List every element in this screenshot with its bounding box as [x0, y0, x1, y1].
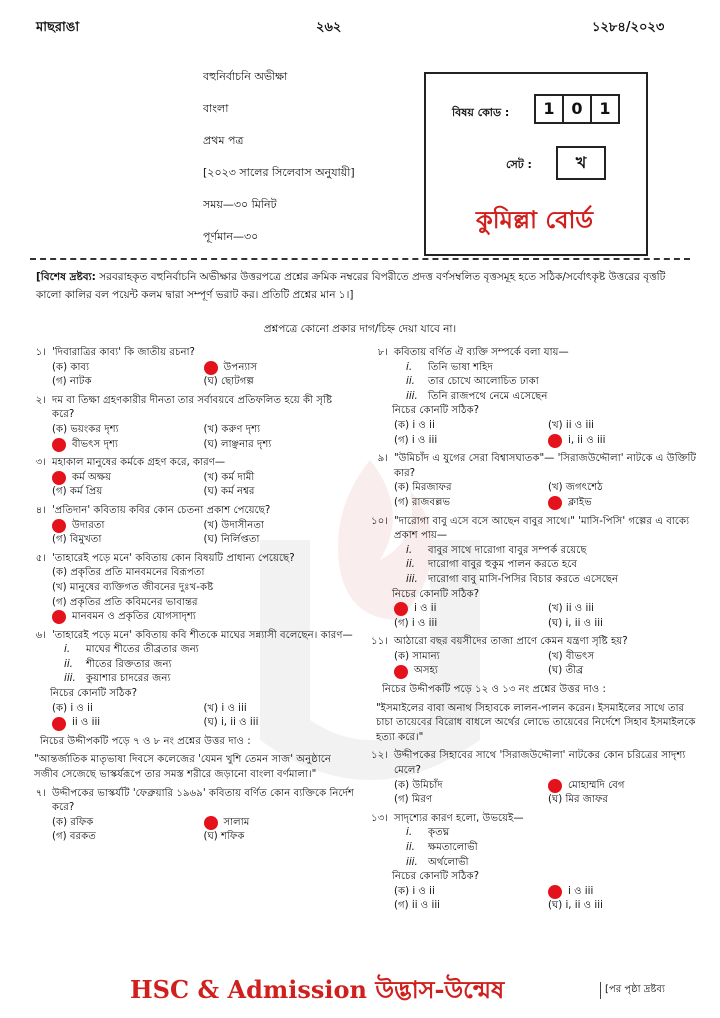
stimulus-instruction: নিচের উদ্দীপকটি পড়ে ১২ ও ১৩ নং প্রশ্নের উত্তর দাও :: [382, 684, 606, 696]
option: (ক) মিরজাফর: [394, 482, 452, 494]
option: (গ) নাটক: [52, 376, 92, 388]
question-number: ৮।: [377, 347, 388, 358]
option-correct: মোহাম্মদি বেগ: [548, 779, 702, 794]
question-4: [20, 504, 355, 548]
question-text: 'তাহারেই পড়ে মনে' কবিতায় কোন বিষয়টি প্রাধান্য পেয়েছে?: [52, 552, 295, 564]
option: (খ) ii ও iii: [548, 603, 595, 615]
question-number: ৭।: [35, 787, 46, 799]
statement: i. কৃতঘ্ন: [406, 827, 450, 839]
exam-paper: প্রথম পত্র: [203, 134, 244, 147]
option-correct: সালাম: [204, 816, 356, 831]
exam-syllabus: [২০২৩ সালের সিলেবাস অনুযায়ী]: [203, 166, 355, 179]
exam-type: বহুনির্বাচনি অভীক্ষা: [203, 70, 288, 83]
which-correct: নিচের কোনটি সঠিক?: [392, 871, 480, 883]
option-correct: বীভৎস দৃশ্য: [52, 438, 204, 453]
option-correct: উদারতা: [52, 519, 204, 534]
option-correct: মানবমন ও প্রকৃতির যোগসাদৃশ্য: [52, 610, 355, 625]
option-correct: i ও ii: [394, 602, 548, 617]
set-value: খ: [556, 146, 606, 180]
option: (ঘ) কর্ম নশ্বর: [203, 486, 255, 498]
question-text: 'তাহারেই পড়ে মনে' কবিতায় কবি শীতকে মাঘের সন্ন্যাসী বলেছেন। কারণ—: [52, 629, 353, 641]
answer-dot: [52, 519, 66, 533]
question-text: মহাকাল মানুষের কর্মকে গ্রহণ করে, কারণ—: [52, 457, 226, 469]
option: (গ) i ও iii: [394, 617, 438, 629]
option: (গ) মিরণ: [394, 794, 433, 806]
special-notice: [36, 268, 686, 304]
question-number: ১।: [35, 347, 46, 358]
next-page-note: [পর পৃষ্ঠা দ্রষ্টব্য: [600, 982, 665, 999]
answer-dot: [52, 717, 66, 731]
question-13: [362, 812, 702, 914]
option: (খ) মানুষের ব্যক্তিগত জীবনের দুঃখ-কষ্ট: [52, 581, 214, 593]
header-left: মাছরাঙা: [36, 20, 80, 35]
answer-dot: [548, 885, 562, 899]
question-11: [362, 635, 702, 679]
exam-time: সময়—৩০ মিনিট: [203, 198, 277, 211]
option: (ঘ) নির্লিপ্ততা: [203, 534, 260, 546]
answer-dot: [52, 438, 66, 452]
question-8: [362, 346, 702, 448]
statement: i. মাঘের শীতের তীব্রতার জন্য: [64, 644, 199, 656]
question-text: 'দিবারাত্রির কাব্য' কি জাতীয় রচনা?: [52, 347, 195, 358]
question-number: ২।: [35, 394, 46, 406]
question-number: ১২।: [371, 750, 388, 762]
exam-subject: বাংলা: [203, 102, 229, 115]
code-digit: 1: [590, 94, 620, 124]
option: (ক) রফিক: [52, 816, 94, 828]
stimulus-text: "আন্তর্জাতিক মাতৃভাষা দিবসে কলেজের 'যেমন খুশি তেমন সাজ' অনুষ্ঠানে সজীব সেজেছে ভাস্কর্যরূপে তার সমস্ত শরীরে জড়ানো বাংলা বর্ণমালা।": [34, 754, 331, 781]
statement: i. তিনি ভাষা শহিদ: [406, 361, 493, 373]
option: (ঘ) i, ii ও iii: [548, 617, 603, 629]
option: (খ) জগৎশেঠ: [548, 482, 603, 494]
question-6: [20, 629, 355, 731]
option: (গ) রাজবল্লভ: [394, 496, 451, 508]
option: (ক) ভয়ংকর দৃশ্য: [52, 423, 119, 435]
answer-dot: [52, 471, 66, 485]
option: (খ) উদাসীনতা: [203, 519, 264, 531]
question-12: [362, 749, 702, 807]
question-text: উদ্দীপকের ভাস্কর্যটি 'ফেব্রুয়ারি ১৯৬৯' কবিতায় বর্ণিত কোন ব্যক্তিকে নির্দেশ করে?: [52, 787, 354, 814]
divider: [30, 258, 690, 260]
option: (ক) কাব্য: [52, 361, 90, 373]
answer-dot: [394, 665, 408, 679]
statement: ii. তার চোখে আলোচিত ঢাকা: [406, 376, 539, 388]
option: (গ) বরকত: [52, 831, 96, 843]
which-correct: নিচের কোনটি সঠিক?: [50, 688, 138, 700]
option-correct: কর্ম অক্ষয়: [52, 471, 204, 486]
statement: ii. দারোগা বাবুর হুকুম পালন করতে হবে: [406, 559, 578, 571]
notice-warning: প্রশ্নপত্রে কোনো প্রকার দাগ/চিহ্ন দেয়া যাবে না।: [263, 323, 457, 335]
option-correct: ক্লাইভ: [548, 496, 702, 511]
code-digit: 1: [534, 94, 564, 124]
option: (ঘ) ছোটগল্প: [203, 376, 254, 388]
option: (গ) কর্ম প্রিয়: [52, 486, 103, 498]
stimulus-instruction: নিচের উদ্দীপকটি পড়ে ৭ ও ৮ নং প্রশ্নের উত্তর দাও :: [40, 735, 251, 747]
which-correct: নিচের কোনটি সঠিক?: [392, 588, 480, 600]
answer-dot: [394, 602, 408, 616]
option: (খ) করুণ দৃশ্য: [203, 423, 261, 435]
question-text: সাদৃশ্যের কারণ হলো, উভয়েই—: [394, 812, 524, 824]
page-number: ২৬২: [316, 20, 342, 35]
board-name: কুমিল্লা বোর্ড: [476, 206, 594, 234]
option: (ঘ) শফিক: [203, 831, 245, 843]
question-number: ১১।: [371, 636, 388, 648]
left-column: [20, 346, 355, 849]
question-2: [20, 394, 355, 452]
answer-dot: [52, 610, 66, 624]
question-7: [20, 787, 355, 845]
exam-meta: [203, 68, 355, 260]
question-text: 'প্রতিদান' কবিতায় কবির কোন চেতনা প্রকাশ পেয়েছে?: [52, 504, 271, 516]
question-text: "দারোগা বাবু এসে বসে আছেন বাবুর সাথে।" 'মাসি-পিসি' গল্পের এ বাক্যে প্রকাশ পায়—: [394, 515, 690, 542]
option: (ঘ) লাঞ্ছনার দৃশ্য: [203, 438, 272, 450]
option-correct: i, ii ও iii: [548, 434, 702, 449]
question-number: ৬।: [35, 629, 46, 641]
option-correct: অসহ্য: [394, 664, 548, 679]
notice-title: [বিশেষ দ্রষ্টব্য:: [36, 271, 96, 283]
option: (খ) বীভৎস: [548, 650, 595, 662]
option: (গ) বিমুখতা: [52, 534, 102, 546]
answer-dot: [548, 779, 562, 793]
option: (গ) ii ও iii: [394, 900, 440, 912]
which-correct: নিচের কোনটি সঠিক?: [392, 405, 480, 417]
statement: ii. শীতের রিক্ততার জন্য: [64, 658, 172, 670]
question-number: ৩।: [35, 457, 46, 469]
option: (খ) i ও iii: [203, 702, 247, 714]
question-5: [20, 552, 355, 625]
footer-brand: HSC & Admission উদ্ভাস-উন্মেষ: [130, 975, 505, 1004]
question-number: ৪।: [35, 504, 46, 516]
answer-dot: [204, 361, 218, 375]
question-3: [20, 456, 355, 500]
option: (ক) প্রকৃতির প্রতি মানবমনের বিরূপতা: [52, 567, 205, 579]
option: (ক) সামান্য: [394, 650, 440, 662]
statement: iii. অর্থলোভী: [406, 856, 469, 868]
option-correct: i ও iii: [548, 885, 702, 900]
question-text: কবিতায় বর্ণিত ঐ ব্যক্তি সম্পর্কে বলা যায়—: [394, 347, 569, 358]
statement: iii. কুয়াশার চাদরের জন্য: [64, 673, 171, 685]
exam-marks: পূর্ণমান—৩০: [203, 230, 259, 243]
option: (গ) প্রকৃতির প্রতি কবিমনের ভাবান্তর: [52, 596, 198, 608]
option: (ঘ) i, ii ও iii: [203, 717, 259, 729]
option: (ক) i ও ii: [52, 702, 93, 714]
statement: iii. দারোগা বাবু মাসি-পিসির বিচার করতে এসেছেন: [406, 573, 619, 585]
notice-text: সরবরাহকৃত বহুনির্বাচনি অভীক্ষার উত্তরপত্রে প্রশ্নের ক্রমিক নম্বরের বিপরীতে প্রদত্ত বর্ণসম্বলিত বৃত্তসমূহ হতে সঠিক/সর্বোৎকৃষ্ট উত্তরের বৃত্তটি কালো কালির বল পয়েন্ট কলম দ্বারা সম্পূর্ণ ভরাট কর। প্রতিটি প্রশ্নের মান ১।]: [36, 271, 666, 301]
statement: iii. তিনি রাজপথে নেমে এসেছেন: [406, 390, 548, 402]
statement: i. বাবুর সাথে দারোগা বাবুর সম্পর্ক রয়েছে: [406, 544, 587, 556]
answer-dot: [204, 816, 218, 830]
right-column: [362, 346, 702, 918]
question-10: [362, 515, 702, 632]
question-text: উদ্দীপকের সিহাবের সাথে 'সিরাজউদ্দৌলা' নাটকের কোন চরিত্রের সাদৃশ্য মেলে?: [394, 750, 686, 777]
question-1: [20, 346, 355, 390]
option: (ঘ) i, ii ও iii: [548, 900, 603, 912]
answer-dot: [548, 496, 562, 510]
question-text: আঠারো বছর বয়সীদের তাজা প্রাণে কেমন যন্ত্রণা সৃষ্টি হয়?: [394, 636, 628, 648]
question-text: দম বা তিক্ষা গ্রহণকারীর দীনতা তার সর্বাবয়বে প্রতিফলিত হয়ে কী সৃষ্টি করে?: [52, 394, 333, 421]
option: (ঘ) মির জাফর: [548, 794, 609, 806]
option-correct: উপন্যাস: [204, 361, 356, 376]
option: (ঘ) তীব্র: [548, 665, 584, 677]
question-number: ১৩।: [371, 812, 388, 824]
option: (খ) কর্ম দামী: [203, 471, 255, 483]
statement: ii. ক্ষমতালোভী: [406, 842, 478, 853]
option: (গ) i ও iii: [394, 434, 438, 446]
question-text: "উমিচাঁদ এ যুগের সেরা বিশ্বাসঘাতক"— 'সিরাজউদ্দৌলা' নাটকে এ উক্তিটি কার?: [394, 453, 697, 479]
option: (ক) i ও ii: [394, 885, 435, 897]
subject-code-box: [424, 72, 648, 256]
question-9: [362, 452, 702, 510]
answer-dot: [548, 434, 562, 448]
option-correct: ii ও iii: [52, 716, 204, 731]
subject-code-digits: [536, 94, 620, 124]
option: (খ) ii ও iii: [548, 419, 595, 431]
code-digit: 0: [562, 94, 592, 124]
set-label: সেট :: [506, 158, 532, 171]
question-number: ১০।: [371, 515, 388, 527]
question-code: ১২৮৪/২০২৩: [592, 20, 665, 35]
stimulus-text: "ইসমাইলের বাবা অনাথ সিহাবকে লালন-পালন করেন। ইসমাইলের সাথে তার চাচা তায়েবের বিরোধ বাধলে অর্থের লোভে তায়েবের নির্দেশে সিহাব ইসমাইলকে হত্যা করে।": [376, 702, 696, 743]
question-number: ৯।: [377, 453, 388, 465]
option: (ক) উমিচাঁদ: [394, 779, 443, 791]
option: (ক) i ও ii: [394, 419, 435, 431]
question-number: ৫।: [35, 552, 46, 564]
subject-code-label: বিষয় কোড :: [452, 106, 510, 119]
